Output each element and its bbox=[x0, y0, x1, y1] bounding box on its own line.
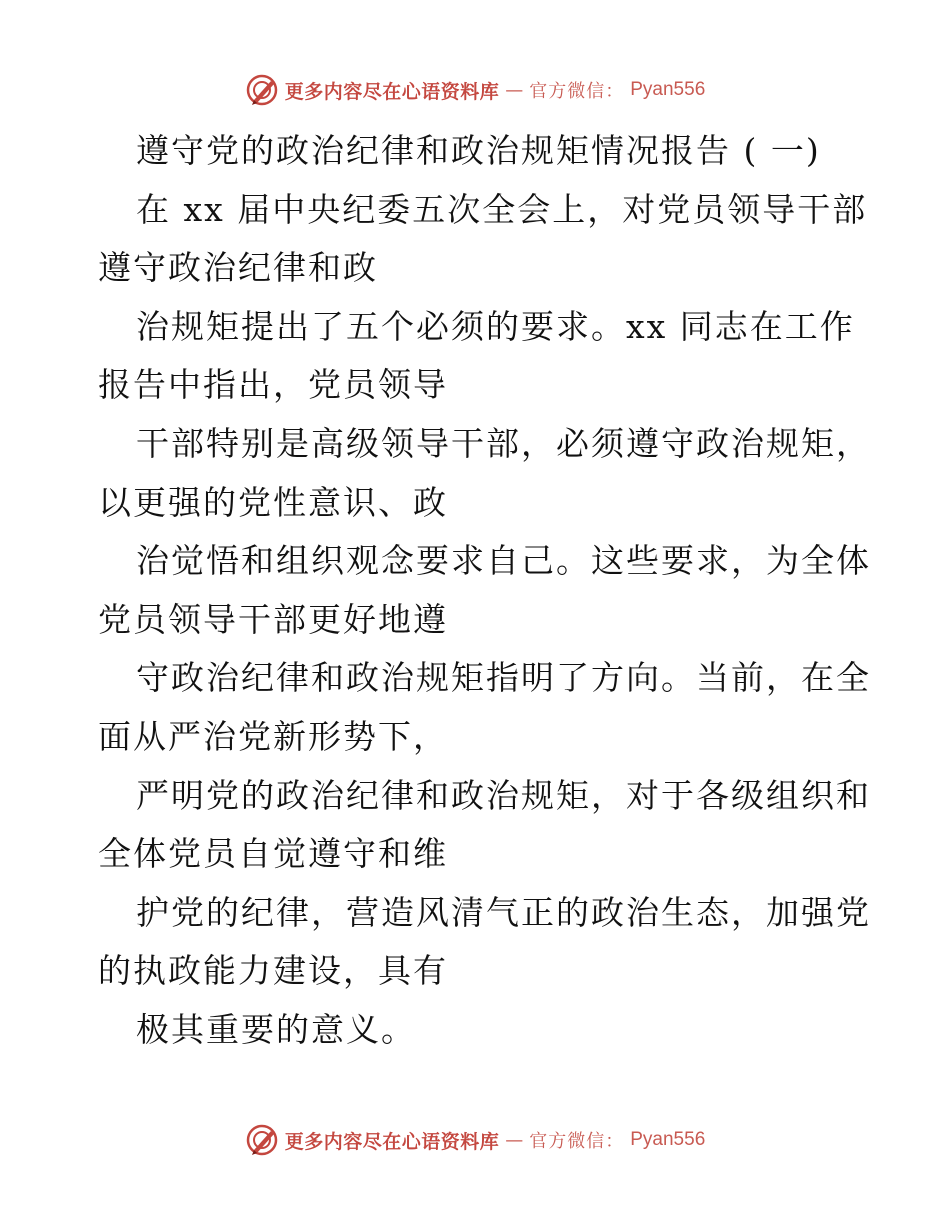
text-line: 治觉悟和组织观念要求自己。这些要求，为全体 bbox=[136, 541, 871, 581]
text-line: 面从严治党新形势下， bbox=[98, 716, 448, 756]
watermark-wechat-label: 官方微信： bbox=[529, 1131, 625, 1152]
text-line: 干部特别是高级领导干部，必须遵守政治规矩， bbox=[136, 423, 871, 463]
watermark-wechat-id: Pyan556 bbox=[630, 79, 706, 100]
text-line: 的执政能力建设，具有 bbox=[98, 951, 448, 991]
text-line: 极其重要的意义。 bbox=[136, 1009, 416, 1049]
text-line: 以更强的党性意识、政 bbox=[98, 482, 448, 522]
document-title: 遵守党的政治纪律和政治规矩情况报告 ( 一) bbox=[136, 131, 821, 170]
watermark-separator: — bbox=[505, 1129, 524, 1151]
text-line: 党员领导干部更好地遵 bbox=[98, 599, 448, 639]
text-line: 治规矩提出了五个必须的要求。xx 同志在工作 bbox=[136, 306, 855, 346]
watermark-wechat-id: Pyan556 bbox=[630, 1129, 706, 1150]
watermark-wechat-label: 官方微信： bbox=[529, 81, 625, 102]
watermark-separator: — bbox=[505, 79, 524, 101]
header-watermark bbox=[0, 70, 950, 110]
watermark-brand-text: 更多内容尽在心语资料库 bbox=[284, 1130, 500, 1153]
document-body bbox=[98, 122, 871, 1060]
text-line: 报告中指出，党员领导 bbox=[98, 365, 448, 405]
pen-logo-icon bbox=[245, 73, 279, 107]
text-line: 遵守政治纪律和政 bbox=[98, 248, 378, 288]
watermark-brand-text: 更多内容尽在心语资料库 bbox=[284, 80, 500, 103]
text-line: 在 xx 届中央纪委五次全会上，对党员领导干部 bbox=[136, 189, 868, 229]
text-line: 护党的纪律，营造风清气正的政治生态，加强党 bbox=[136, 892, 871, 932]
footer-watermark bbox=[0, 1120, 950, 1160]
text-line: 守政治纪律和政治规矩指明了方向。当前，在全 bbox=[136, 658, 871, 698]
text-line: 全体党员自觉遵守和维 bbox=[98, 834, 448, 874]
pen-logo-icon bbox=[245, 1123, 279, 1157]
text-line: 严明党的政治纪律和政治规矩，对于各级组织和 bbox=[136, 775, 871, 815]
